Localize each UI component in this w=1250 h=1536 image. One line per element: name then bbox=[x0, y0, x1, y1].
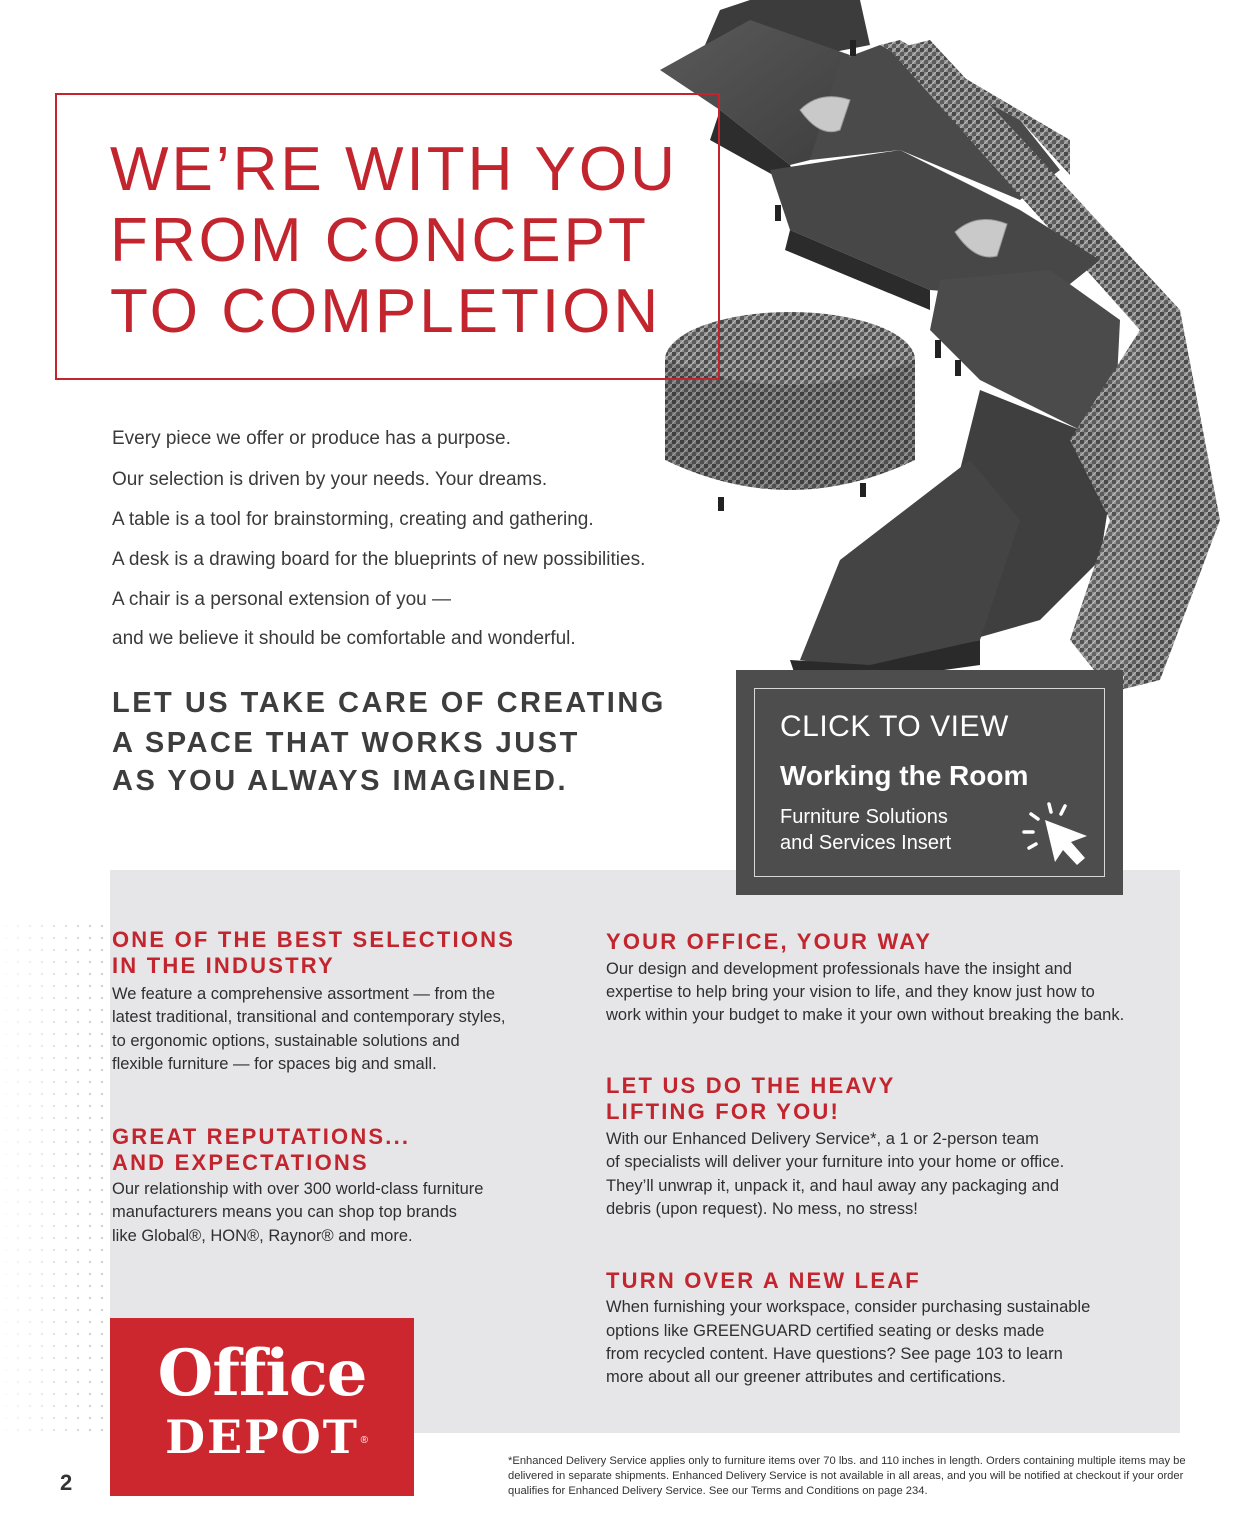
section-title-heavy-lifting-1: LET US DO THE HEAVY bbox=[606, 1073, 896, 1098]
headline-line-2: FROM CONCEPT bbox=[110, 206, 649, 275]
heavy-lifting-body-1: With our Enhanced Delivery Service*, a 1 or 2-person team bbox=[606, 1130, 1039, 1148]
heavy-lifting-body-3: They’ll unwrap it, unpack it, and haul away any packaging and bbox=[606, 1177, 1060, 1195]
cta-sub-line-1: Furniture Solutions bbox=[780, 806, 948, 828]
cta-sub-line-2: and Services Insert bbox=[780, 832, 952, 854]
reputations-body-1: Our relationship with over 300 world-class furniture bbox=[112, 1180, 484, 1198]
headline-line-1: WE’RE WITH YOU bbox=[110, 135, 678, 204]
intro-line-2: Our selection is driven by your needs. Your dreams. bbox=[112, 469, 548, 490]
section-title-office-way: YOUR OFFICE, YOUR WAY bbox=[606, 929, 933, 954]
footnote-line-1: *Enhanced Delivery Service applies only to furniture items over 70 lbs. and 110 inches in length. Orders containing multiple items may be bbox=[508, 1455, 1186, 1467]
intro-line-3: A table is a tool for brainstorming, creating and gathering. bbox=[112, 509, 594, 530]
selections-body-2: latest traditional, transitional and contemporary styles, bbox=[112, 1008, 506, 1026]
intro-line-1: Every piece we offer or produce has a purpose. bbox=[112, 428, 511, 449]
section-title-reputations-1: GREAT REPUTATIONS... bbox=[112, 1124, 411, 1149]
office-way-body-1: Our design and development professionals have the insight and bbox=[606, 960, 1072, 978]
selections-body-4: flexible furniture — for spaces big and small. bbox=[112, 1055, 437, 1073]
lead-line-3: AS YOU ALWAYS IMAGINED. bbox=[112, 765, 569, 797]
logo-depot-text: DEPOT bbox=[165, 1410, 359, 1464]
reputations-body-2: manufacturers means you can shop top brands bbox=[112, 1203, 457, 1221]
selections-body-3: to ergonomic options, sustainable solutions and bbox=[112, 1032, 460, 1050]
footnote-line-3: qualifies for Enhanced Delivery Service. See our Terms and Conditions on page 234. bbox=[508, 1485, 928, 1497]
working-the-room-link[interactable] bbox=[736, 670, 1123, 895]
section-title-selections-2: IN THE INDUSTRY bbox=[112, 953, 335, 978]
office-way-body-3: work within your budget to make it your own without breaking the bank. bbox=[606, 1006, 1125, 1024]
intro-line-6: and we believe it should be comfortable and wonderful. bbox=[112, 628, 576, 649]
section-title-new-leaf: TURN OVER A NEW LEAF bbox=[606, 1268, 921, 1293]
cursor-click-icon bbox=[1021, 800, 1096, 870]
office-depot-logo bbox=[110, 1318, 414, 1496]
section-title-reputations-2: AND EXPECTATIONS bbox=[112, 1150, 369, 1175]
heavy-lifting-body-4: debris (upon request). No mess, no stress! bbox=[606, 1200, 918, 1218]
headline-line-3: TO COMPLETION bbox=[110, 277, 662, 346]
office-way-body-2: expertise to help bring your vision to life, and they know just how to bbox=[606, 983, 1095, 1001]
new-leaf-body-3: from recycled content. Have questions? See page 103 to learn bbox=[606, 1345, 1063, 1363]
footnote-line-2: delivered in separate shipments. Enhanced Delivery Service is not available in all areas, and you will be notified at checkout if your order bbox=[508, 1470, 1184, 1482]
intro-line-5: A chair is a personal extension of you — bbox=[112, 589, 452, 610]
intro-line-4: A desk is a drawing board for the blueprints of new possibilities. bbox=[112, 549, 646, 570]
dot-pattern bbox=[0, 920, 108, 1440]
reputations-body-3: like Global®, HON®, Raynor® and more. bbox=[112, 1227, 413, 1245]
cta-title: Working the Room bbox=[780, 760, 1029, 791]
section-title-heavy-lifting-2: LIFTING FOR YOU! bbox=[606, 1099, 841, 1124]
section-title-selections-1: ONE OF THE BEST SELECTIONS bbox=[112, 927, 516, 952]
lead-line-2: A SPACE THAT WORKS JUST bbox=[112, 727, 580, 759]
logo-registered-mark: ® bbox=[360, 1435, 368, 1446]
logo-office-text: Office bbox=[157, 1336, 367, 1411]
page-number: 2 bbox=[60, 1470, 73, 1495]
heavy-lifting-body-2: of specialists will deliver your furniture into your home or office. bbox=[606, 1153, 1065, 1171]
new-leaf-body-4: more about all our greener attributes and certifications. bbox=[606, 1368, 1006, 1386]
new-leaf-body-1: When furnishing your workspace, consider purchasing sustainable bbox=[606, 1298, 1091, 1316]
cta-click-label: CLICK TO VIEW bbox=[780, 710, 1009, 743]
selections-body-1: We feature a comprehensive assortment — from the bbox=[112, 985, 496, 1003]
lead-line-1: LET US TAKE CARE OF CREATING bbox=[112, 687, 666, 719]
new-leaf-body-2: options like GREENGUARD certified seating or desks made bbox=[606, 1322, 1045, 1340]
